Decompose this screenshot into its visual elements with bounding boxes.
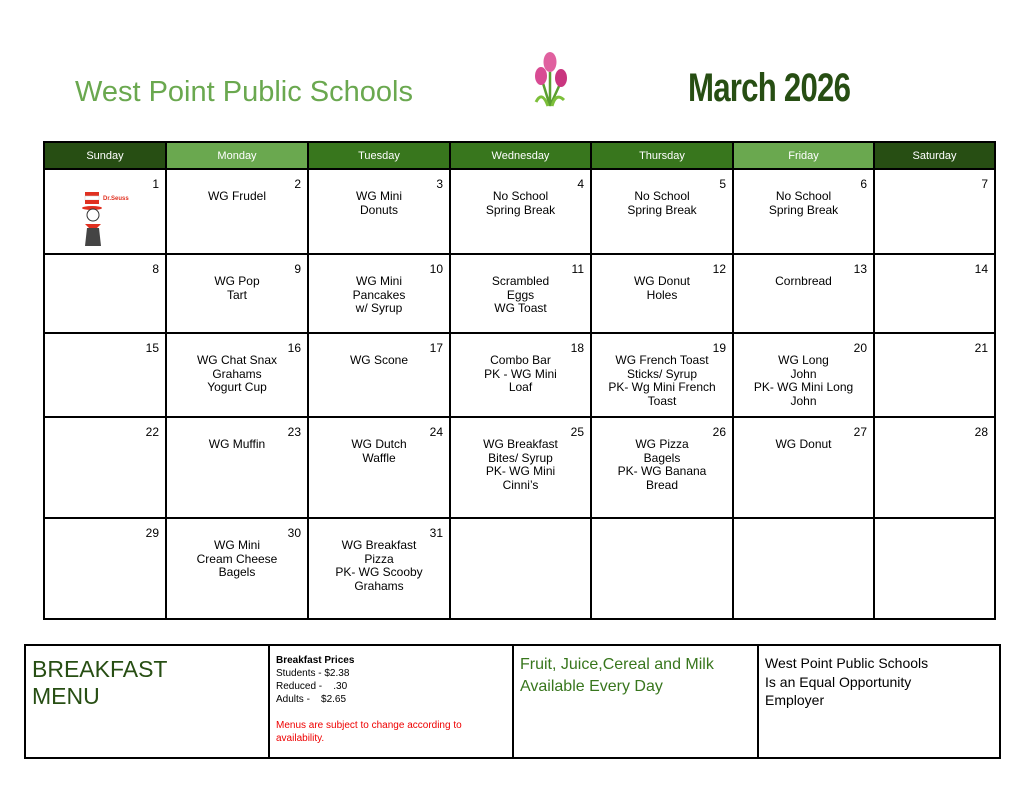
menu-item-line: Sticks/ Syrup	[626, 366, 698, 381]
day-number: 19	[712, 341, 726, 355]
week-row	[44, 254, 995, 333]
menu-item-line: Spring Break	[627, 202, 697, 217]
breakfast-prices	[270, 646, 514, 757]
menu-item-line: Waffle	[362, 450, 396, 465]
day-cell	[874, 169, 995, 254]
day-header-saturday: Saturday	[874, 142, 995, 169]
menu-item-line: WG Pizza	[635, 437, 689, 451]
day-number: 7	[981, 177, 988, 191]
menu-item-line: w/ Syrup	[355, 301, 403, 316]
day-number: 4	[577, 177, 584, 191]
menu-item-line: Cinni’s	[502, 477, 539, 492]
day-cell	[450, 518, 591, 619]
price-students: Students - $2.38	[276, 668, 350, 679]
menu-item-line: WG Breakfast	[341, 538, 417, 552]
menu-item-line: WG Toast	[494, 301, 547, 316]
menu-item-line: Toast	[647, 393, 677, 408]
day-cell	[733, 417, 874, 518]
breakfast-menu-title	[26, 646, 270, 757]
day-number: 23	[287, 425, 301, 439]
day-cell	[44, 254, 166, 333]
day-cell	[450, 169, 591, 254]
day-cell	[44, 333, 166, 417]
equal-opportunity	[759, 646, 999, 757]
menu-item-line: WG Mini	[214, 538, 260, 552]
day-cell	[166, 518, 308, 619]
day-number: 15	[145, 341, 159, 355]
day-number: 26	[712, 425, 726, 439]
menu-item-line: WG Scone	[349, 353, 409, 367]
day-cell	[733, 333, 874, 417]
menu-item-line: No School	[634, 189, 690, 203]
menu-item-line: WG Donut	[633, 274, 690, 288]
day-number: 3	[436, 177, 443, 191]
footer-box	[24, 644, 1001, 759]
menu-item-line: John	[790, 393, 817, 408]
day-number: 28	[974, 425, 988, 439]
menu-item-line: Eggs	[506, 287, 535, 302]
menu-item-line: No School	[492, 189, 549, 203]
menu-item-line: Yogurt Cup	[207, 380, 267, 395]
menu-item-line: Cream Cheese	[196, 551, 278, 566]
day-cell	[44, 169, 166, 254]
day-cell	[450, 254, 591, 333]
menu-item-line: John	[790, 366, 817, 381]
menu-item-line: WG Chat Snax	[196, 353, 278, 367]
menu-item-line: WG Donut	[775, 437, 832, 451]
menu-item-line: WG Mini	[356, 189, 402, 203]
menu-item-line: PK- WG Banana	[617, 464, 707, 479]
menu-item-line: PK- Wg Mini French	[608, 380, 716, 395]
menu-item-line: Bites/ Syrup	[488, 450, 553, 465]
day-cell	[308, 169, 450, 254]
menu-item-line: Loaf	[508, 380, 533, 395]
day-cell	[166, 254, 308, 333]
day-cell	[166, 333, 308, 417]
calendar	[43, 141, 996, 620]
day-header-tuesday: Tuesday	[308, 142, 450, 169]
menu-item-line: WG French Toast	[615, 353, 709, 367]
eo-line: West Point Public Schools	[765, 655, 929, 671]
week-row	[44, 417, 995, 518]
day-number: 2	[294, 177, 301, 191]
menu-item-line: WG Dutch	[351, 437, 407, 451]
menu-item-line: WG Pop	[214, 274, 260, 288]
day-cell	[591, 417, 733, 518]
day-header-sunday: Sunday	[44, 142, 166, 169]
week-row	[44, 333, 995, 417]
day-number: 25	[570, 425, 584, 439]
day-number: 12	[712, 262, 726, 276]
menu-item-line: WG Long	[778, 353, 829, 367]
tulip-icon	[528, 50, 572, 108]
day-number: 5	[719, 177, 726, 191]
fruit-juice-note: Fruit, Juice,Cereal and Milk Available Every Day	[514, 646, 759, 757]
menu-item-line: PK- WG Mini Long	[753, 380, 854, 395]
day-cell	[733, 169, 874, 254]
day-cell	[166, 417, 308, 518]
day-cell	[733, 518, 874, 619]
price-adults: Adults - $2.65	[276, 694, 347, 705]
day-cell	[874, 417, 995, 518]
day-cell	[591, 169, 733, 254]
eo-line: Is an Equal Opportunity	[765, 673, 912, 690]
day-cell	[308, 333, 450, 417]
menu-item-line: PK- WG Mini	[485, 464, 556, 479]
menu-title-line: MENU	[32, 683, 100, 709]
day-header-wednesday: Wednesday	[450, 142, 591, 169]
day-header-thursday: Thursday	[591, 142, 733, 169]
day-number: 31	[429, 526, 443, 540]
day-cell	[591, 333, 733, 417]
day-header-monday: Monday	[166, 142, 308, 169]
day-number: 30	[287, 526, 301, 540]
menu-item-line: Spring Break	[768, 202, 839, 217]
day-number: 18	[570, 341, 584, 355]
menu-item-line: Bagels	[643, 450, 681, 465]
day-number: 1	[152, 177, 159, 191]
availability-note: Menus are subject to change according to availability.	[276, 720, 462, 744]
price-reduced: Reduced - .30	[276, 681, 348, 692]
day-header-friday: Friday	[733, 142, 874, 169]
day-number: 9	[294, 262, 301, 276]
day-number: 29	[145, 526, 159, 540]
day-cell	[44, 417, 166, 518]
day-number: 8	[152, 262, 159, 276]
day-number: 10	[429, 262, 443, 276]
day-number: 6	[860, 177, 867, 191]
day-number: 11	[571, 262, 584, 276]
menu-item-line: Cornbread	[775, 274, 832, 288]
day-cell	[308, 254, 450, 333]
day-cell	[874, 333, 995, 417]
menu-item-line: PK- WG Scooby	[335, 565, 423, 580]
menu-item-line: Grahams	[354, 578, 404, 593]
svg-text:Dr.Seuss: Dr.Seuss	[103, 196, 129, 202]
day-number: 22	[145, 425, 159, 439]
menu-item-line: Scrambled	[491, 274, 550, 288]
menu-item-line: WG Breakfast	[483, 437, 558, 451]
menu-item-line: Bagels	[218, 565, 256, 580]
menu-item-line: WG Frudel	[207, 189, 266, 203]
day-number: 24	[429, 425, 443, 439]
day-cell	[591, 518, 733, 619]
day-cell	[591, 254, 733, 333]
day-cell	[874, 518, 995, 619]
menu-item-line: Spring Break	[485, 202, 556, 217]
day-number: 16	[287, 341, 301, 355]
day-cell	[733, 254, 874, 333]
menu-item-line: Donuts	[359, 202, 399, 217]
day-number: 27	[853, 425, 867, 439]
menu-item-line: Bread	[645, 477, 679, 492]
month-title: March 2026	[688, 66, 851, 110]
menu-item-line: Grahams	[212, 366, 262, 381]
menu-item-line: Combo Bar	[490, 353, 551, 367]
menu-item-line: Holes	[646, 287, 678, 302]
menu-item-line: Pizza	[364, 551, 394, 566]
cat-in-the-hat-icon	[77, 190, 137, 250]
menu-item-line: No School	[775, 189, 832, 203]
menu-item-line: WG Mini	[356, 274, 402, 288]
day-cell	[874, 254, 995, 333]
day-number: 13	[853, 262, 867, 276]
menu-item-line: PK - WG Mini	[484, 366, 557, 381]
day-cell	[166, 169, 308, 254]
day-cell	[450, 417, 591, 518]
menu-item-line: Tart	[226, 287, 247, 302]
day-cell	[44, 518, 166, 619]
prices-title: Breakfast Prices	[276, 655, 355, 666]
day-cell	[308, 417, 450, 518]
day-number: 14	[974, 262, 988, 276]
day-cell	[450, 333, 591, 417]
day-cell	[308, 518, 450, 619]
day-number: 20	[853, 341, 867, 355]
school-title: West Point Public Schools	[75, 76, 413, 108]
week-row	[44, 169, 995, 254]
menu-title-line: BREAKFAST	[32, 656, 168, 682]
menu-item-line: WG Muffin	[208, 437, 266, 451]
eo-line: Employer	[765, 692, 825, 708]
week-row	[44, 518, 995, 619]
day-number: 17	[429, 341, 443, 355]
menu-item-line: Pancakes	[352, 287, 406, 302]
day-number: 21	[974, 341, 988, 355]
